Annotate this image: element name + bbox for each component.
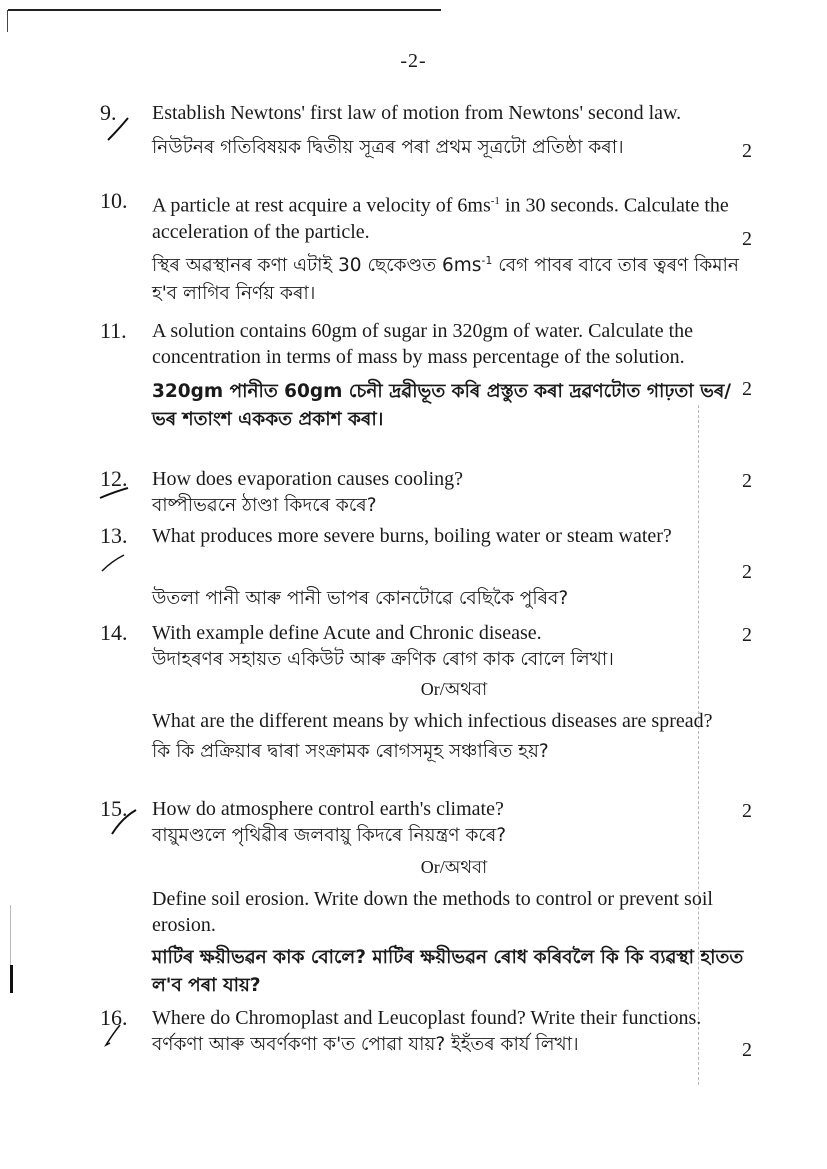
question-13 bbox=[100, 523, 756, 613]
question-text-en: Where do Chromoplast and Leucoplast found? Write their functions. bbox=[152, 1007, 702, 1029]
marks: 2 bbox=[742, 561, 752, 583]
check-mark-icon bbox=[104, 114, 134, 144]
question-9 bbox=[100, 100, 756, 162]
question-11 bbox=[100, 318, 756, 434]
question-text-as: 320gm পানীত 60gm চেনী দ্ৰৱীভূত কৰি প্ৰস্তুত কৰা দ্ৰৱণটোত গাঢ়তা ভৰ/ভৰ শতাংশ এককত প্ৰকাশ কৰা। bbox=[152, 381, 732, 430]
question-10 bbox=[100, 188, 756, 308]
or-separator: Or/অথবা bbox=[420, 857, 488, 877]
question-number: 12. bbox=[100, 466, 128, 491]
alternative-text-as: কি কি প্ৰক্ৰিয়াৰ দ্বাৰা সংক্ৰামক ৰোগসমূহ সঞ্চাৰিত হয়? bbox=[152, 741, 549, 762]
marks: 2 bbox=[742, 228, 752, 250]
marks: 2 bbox=[742, 470, 752, 492]
text-part: in 30 seconds. Calculate the acceleration of the particle. bbox=[152, 194, 729, 243]
check-mark-icon bbox=[98, 551, 128, 581]
alternative-text-as: মাটিৰ ক্ষয়ীভৱন কাক বোলে? মাটিৰ ক্ষয়ীভৱন ৰোধ কৰিবলৈ কি কি ব্যৱস্থা হাতত ল'ব পৰা যায়? bbox=[152, 947, 744, 996]
superscript: -1 bbox=[490, 195, 500, 207]
scan-border-line bbox=[8, 9, 441, 11]
question-text-as: নিউটনৰ গতিবিষয়ক দ্বিতীয় সূত্ৰৰ পৰা প্ৰথম সূত্ৰটো প্ৰতিষ্ঠা কৰা। bbox=[152, 137, 624, 158]
alternative-text-en: What are the different means by which infectious diseases are spread? bbox=[152, 710, 713, 732]
text-part: স্থিৰ অৱস্থানৰ কণা এটাই 30 ছেকেণ্ডত 6ms bbox=[152, 254, 482, 276]
question-14 bbox=[100, 620, 756, 766]
question-text-as: উতলা পানী আৰু পানী ভাপৰ কোনটোৱে বেছিকৈ পুৰিব? bbox=[152, 588, 569, 609]
question-text-en bbox=[152, 188, 757, 245]
question-text-en: How does evaporation causes cooling? bbox=[152, 468, 464, 490]
question-text-en: With example define Acute and Chronic disease. bbox=[152, 622, 542, 644]
question-text-as: উদাহৰণৰ সহায়ত একিউট আৰু ক্ৰণিক ৰোগ কাক বোলে লিখা। bbox=[152, 649, 614, 670]
scan-border-edge bbox=[7, 10, 8, 32]
question-16 bbox=[100, 1005, 756, 1059]
question-text-en: How do atmosphere control earth's climate? bbox=[152, 798, 504, 820]
marks: 2 bbox=[742, 378, 752, 400]
question-text-as: বায়ুমণ্ডলে পৃথিৱীৰ জলবায়ু কিদৰে নিয়ন্ত্ৰণ কৰে? bbox=[152, 825, 507, 846]
question-number: 9. bbox=[100, 100, 117, 125]
superscript: -1 bbox=[481, 253, 493, 267]
question-text-as: বৰ্ণকণা আৰু অবৰ্ণকণা ক'ত পোৱা যায়? ইহঁতৰ কাৰ্য লিখা। bbox=[152, 1034, 579, 1055]
question-text-en: What produces more severe burns, boiling water or steam water? bbox=[152, 525, 672, 547]
question-12 bbox=[100, 466, 756, 520]
question-number: 15. bbox=[100, 796, 128, 821]
page-number: -2- bbox=[400, 50, 427, 72]
check-mark-icon bbox=[102, 1023, 132, 1053]
marks: 2 bbox=[742, 800, 752, 822]
or-separator: Or/অথবা bbox=[420, 679, 488, 699]
check-mark-icon bbox=[108, 808, 138, 838]
scan-margin-bar bbox=[10, 965, 13, 993]
question-text-en: A solution contains 60gm of sugar in 320gm of water. Calculate the concentration in terms of mass by mass percentage of the solution. bbox=[152, 320, 694, 368]
text-part: বেগ পাবৰ বাবে তাৰ ত্বৰণ কিমান হ'ব লাগিব নিৰ্ণয় কৰা। bbox=[152, 254, 739, 304]
marks: 2 bbox=[742, 624, 752, 646]
scan-margin-mark bbox=[10, 905, 11, 965]
marks: 2 bbox=[742, 140, 752, 162]
alternative-text-en: Define soil erosion. Write down the methods to control or prevent soil erosion. bbox=[152, 888, 713, 936]
question-15 bbox=[100, 796, 756, 1000]
question-text-en: Establish Newtons' first law of motion from Newtons' second law. bbox=[152, 102, 682, 124]
check-mark-icon bbox=[98, 484, 128, 514]
question-number: 14. bbox=[100, 620, 128, 645]
question-number: 11. bbox=[100, 318, 127, 343]
marks: 2 bbox=[742, 1039, 752, 1061]
text-part: A particle at rest acquire a velocity of 6ms bbox=[152, 194, 491, 217]
question-number: 16. bbox=[100, 1005, 128, 1030]
question-text-as bbox=[152, 247, 752, 308]
question-number: 13. bbox=[100, 523, 128, 548]
question-number: 10. bbox=[100, 188, 128, 213]
question-text-as: বাষ্পীভৱনে ঠাণ্ডা কিদৰে কৰে? bbox=[152, 495, 377, 516]
